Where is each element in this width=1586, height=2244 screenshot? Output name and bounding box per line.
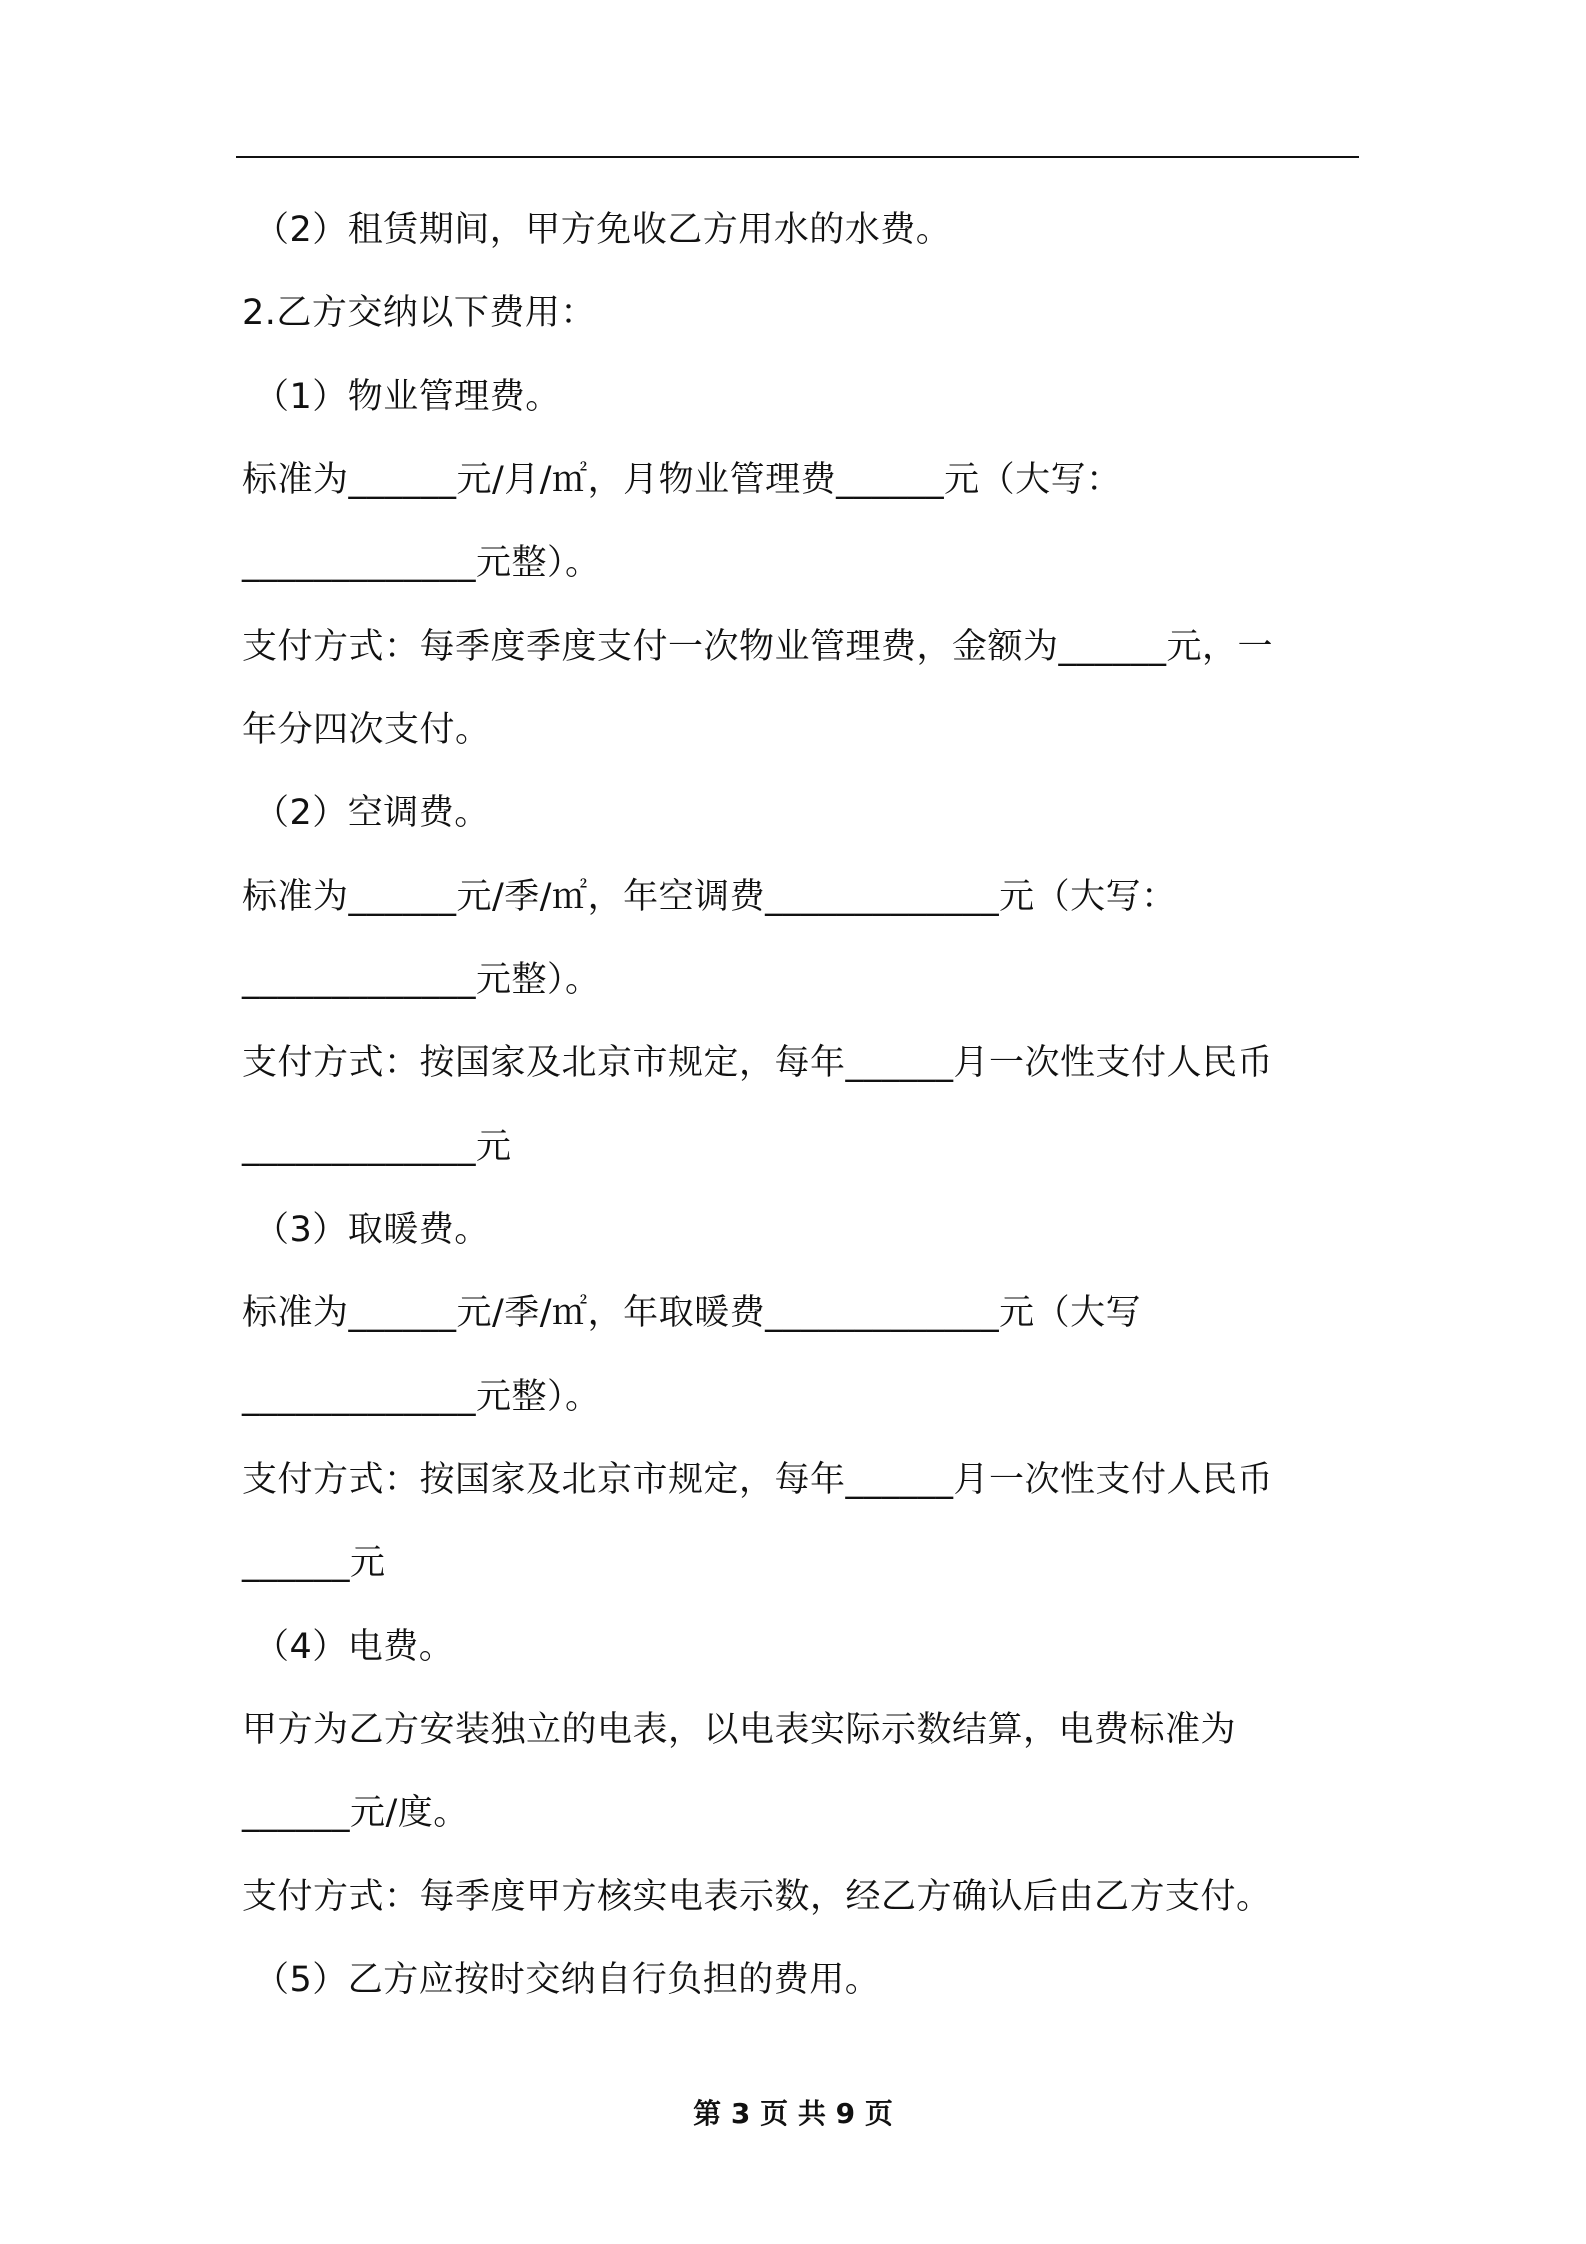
item-heading-electricity-fee: （4）电费。	[254, 1627, 455, 1667]
item-heading-ac-fee: （2）空调费。	[254, 793, 490, 833]
heating-fee-payment-method-line-1: 支付方式：按国家及北京市规定，每年______月一次性支付人民币	[242, 1460, 1274, 1500]
electricity-fee-payment-method-line: 支付方式：每季度甲方核实电表示数，经乙方确认后由乙方支付。	[242, 1877, 1272, 1917]
item-heading-heating-fee: （3）取暖费。	[254, 1210, 490, 1250]
property-fee-payment-method-line-1: 支付方式：每季度季度支付一次物业管理费，金额为______元，一	[242, 627, 1274, 667]
ac-fee-payment-method-line-1: 支付方式：按国家及北京市规定，每年______月一次性支付人民币	[242, 1043, 1274, 1083]
ac-fee-payment-method-line-2: _____________元	[242, 1127, 512, 1167]
clause-water-fee-waiver: （2）租赁期间，甲方免收乙方用水的水费。	[254, 210, 952, 250]
section-heading-tenant-fees: 2.乙方交纳以下费用：	[242, 293, 596, 333]
ac-fee-standard-line: 标准为______元/季/㎡，年空调费_____________元（大写：	[242, 877, 1177, 917]
ac-fee-capital-amount-line: _____________元整）。	[242, 960, 601, 1000]
page-indicator: 第 3 页 共 9 页	[693, 2097, 893, 2130]
property-fee-payment-method-line-2: 年分四次支付。	[242, 710, 491, 750]
electricity-fee-description-line-1: 甲方为乙方安装独立的电表，以电表实际示数结算，电费标准为	[242, 1710, 1237, 1750]
property-fee-standard-line: 标准为______元/月/㎡，月物业管理费______元（大写：	[242, 460, 1122, 500]
item-heading-property-fee: （1）物业管理费。	[254, 377, 561, 417]
heating-fee-standard-line: 标准为______元/季/㎡，年取暖费_____________元（大写	[242, 1293, 1142, 1333]
property-fee-capital-amount-line: _____________元整）。	[242, 543, 601, 583]
item-heading-self-borne-fees: （5）乙方应按时交纳自行负担的费用。	[254, 1960, 881, 2000]
heating-fee-payment-method-line-2: ______元	[242, 1543, 386, 1583]
header-rule	[236, 156, 1359, 158]
electricity-fee-description-line-2: ______元/度。	[242, 1793, 469, 1833]
heating-fee-capital-amount-line: _____________元整）。	[242, 1377, 601, 1417]
